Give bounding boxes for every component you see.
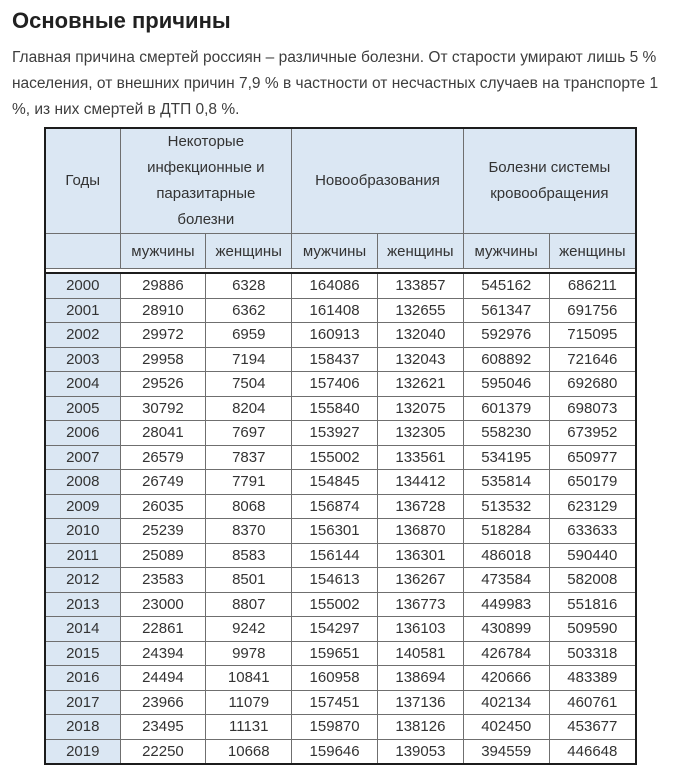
value-cell: 158437 xyxy=(292,347,378,372)
value-cell: 7697 xyxy=(206,421,292,446)
value-cell: 460761 xyxy=(549,690,635,715)
table-row xyxy=(46,543,635,568)
value-cell: 23000 xyxy=(120,592,206,617)
value-cell: 24394 xyxy=(120,641,206,666)
mortality-causes-table xyxy=(44,127,637,765)
value-cell: 157451 xyxy=(292,690,378,715)
value-cell: 513532 xyxy=(463,494,549,519)
page-title: Основные причины xyxy=(12,8,231,33)
value-cell: 7504 xyxy=(206,372,292,397)
sub-header-women: женщины xyxy=(549,234,635,269)
col-header-empty xyxy=(46,234,120,269)
value-cell: 503318 xyxy=(549,641,635,666)
value-cell: 154613 xyxy=(292,568,378,593)
year-cell: 2004 xyxy=(46,372,120,397)
table-row xyxy=(46,715,635,740)
value-cell: 132075 xyxy=(378,396,464,421)
value-cell: 10668 xyxy=(206,739,292,763)
value-cell: 582008 xyxy=(549,568,635,593)
value-cell: 426784 xyxy=(463,641,549,666)
year-cell: 2018 xyxy=(46,715,120,740)
value-cell: 29526 xyxy=(120,372,206,397)
year-cell: 2016 xyxy=(46,666,120,691)
value-cell: 29886 xyxy=(120,274,206,298)
table-row xyxy=(46,568,635,593)
table-row xyxy=(46,519,635,544)
sub-header-women: женщины xyxy=(206,234,292,269)
table-header xyxy=(46,129,635,269)
value-cell: 561347 xyxy=(463,298,549,323)
value-cell: 11131 xyxy=(206,715,292,740)
value-cell: 7194 xyxy=(206,347,292,372)
value-cell: 136773 xyxy=(378,592,464,617)
year-cell: 2017 xyxy=(46,690,120,715)
value-cell: 673952 xyxy=(549,421,635,446)
value-cell: 486018 xyxy=(463,543,549,568)
value-cell: 6362 xyxy=(206,298,292,323)
value-cell: 137136 xyxy=(378,690,464,715)
value-cell: 25089 xyxy=(120,543,206,568)
value-cell: 473584 xyxy=(463,568,549,593)
value-cell: 535814 xyxy=(463,470,549,495)
value-cell: 402134 xyxy=(463,690,549,715)
value-cell: 595046 xyxy=(463,372,549,397)
value-cell: 154845 xyxy=(292,470,378,495)
value-cell: 402450 xyxy=(463,715,549,740)
value-cell: 420666 xyxy=(463,666,549,691)
year-cell: 2014 xyxy=(46,617,120,642)
value-cell: 24494 xyxy=(120,666,206,691)
value-cell: 23495 xyxy=(120,715,206,740)
value-cell: 136301 xyxy=(378,543,464,568)
year-cell: 2001 xyxy=(46,298,120,323)
col-group-circulatory-diseases: Болезни системы кровообращения xyxy=(463,129,635,234)
year-cell: 2005 xyxy=(46,396,120,421)
value-cell: 601379 xyxy=(463,396,549,421)
value-cell: 154297 xyxy=(292,617,378,642)
year-cell: 2008 xyxy=(46,470,120,495)
value-cell: 8583 xyxy=(206,543,292,568)
value-cell: 545162 xyxy=(463,274,549,298)
value-cell: 136103 xyxy=(378,617,464,642)
value-cell: 430899 xyxy=(463,617,549,642)
value-cell: 132305 xyxy=(378,421,464,446)
value-cell: 692680 xyxy=(549,372,635,397)
value-cell: 394559 xyxy=(463,739,549,763)
value-cell: 449983 xyxy=(463,592,549,617)
value-cell: 483389 xyxy=(549,666,635,691)
value-cell: 132655 xyxy=(378,298,464,323)
table-row xyxy=(46,445,635,470)
table-row xyxy=(46,739,635,763)
value-cell: 509590 xyxy=(549,617,635,642)
value-cell: 155002 xyxy=(292,592,378,617)
value-cell: 7837 xyxy=(206,445,292,470)
value-cell: 133561 xyxy=(378,445,464,470)
value-cell: 558230 xyxy=(463,421,549,446)
value-cell: 153927 xyxy=(292,421,378,446)
year-cell: 2019 xyxy=(46,739,120,763)
value-cell: 132043 xyxy=(378,347,464,372)
value-cell: 23966 xyxy=(120,690,206,715)
table-row xyxy=(46,494,635,519)
table-row xyxy=(46,347,635,372)
value-cell: 28041 xyxy=(120,421,206,446)
value-cell: 8501 xyxy=(206,568,292,593)
value-cell: 140581 xyxy=(378,641,464,666)
value-cell: 132621 xyxy=(378,372,464,397)
header-group-row xyxy=(46,129,635,234)
value-cell: 650179 xyxy=(549,470,635,495)
value-cell: 25239 xyxy=(120,519,206,544)
value-cell: 8370 xyxy=(206,519,292,544)
sub-header-women: женщины xyxy=(377,234,463,269)
table-body xyxy=(46,274,635,763)
value-cell: 8807 xyxy=(206,592,292,617)
value-cell: 134412 xyxy=(378,470,464,495)
value-cell: 686211 xyxy=(549,274,635,298)
value-cell: 136728 xyxy=(378,494,464,519)
value-cell: 22250 xyxy=(120,739,206,763)
value-cell: 9242 xyxy=(206,617,292,642)
value-cell: 156874 xyxy=(292,494,378,519)
year-cell: 2002 xyxy=(46,323,120,348)
sub-header-men: мужчины xyxy=(463,234,549,269)
value-cell: 30792 xyxy=(120,396,206,421)
value-cell: 721646 xyxy=(549,347,635,372)
value-cell: 11079 xyxy=(206,690,292,715)
table-row xyxy=(46,323,635,348)
year-cell: 2009 xyxy=(46,494,120,519)
value-cell: 26035 xyxy=(120,494,206,519)
table-row xyxy=(46,641,635,666)
table-row xyxy=(46,396,635,421)
value-cell: 29958 xyxy=(120,347,206,372)
year-cell: 2013 xyxy=(46,592,120,617)
sub-header-men: мужчины xyxy=(120,234,206,269)
value-cell: 156144 xyxy=(292,543,378,568)
table-row xyxy=(46,617,635,642)
year-cell: 2011 xyxy=(46,543,120,568)
value-cell: 446648 xyxy=(549,739,635,763)
table-row xyxy=(46,666,635,691)
header-sub-row xyxy=(46,234,635,269)
value-cell: 157406 xyxy=(292,372,378,397)
value-cell: 6959 xyxy=(206,323,292,348)
table-row xyxy=(46,592,635,617)
value-cell: 633633 xyxy=(549,519,635,544)
table-body-table xyxy=(46,274,635,763)
table-row xyxy=(46,274,635,298)
intro-paragraph: Главная причина смертей россиян – различные болезни. От старости умирают лишь 5 % населения, от внешних причин 7,9 % в частности от несчастных случаев на транспорте 1 %, из них смертей в ДТП 0,8 %. xyxy=(12,49,659,118)
value-cell: 138126 xyxy=(378,715,464,740)
value-cell: 10841 xyxy=(206,666,292,691)
value-cell: 650977 xyxy=(549,445,635,470)
value-cell: 132040 xyxy=(378,323,464,348)
value-cell: 8204 xyxy=(206,396,292,421)
table-row xyxy=(46,690,635,715)
value-cell: 159646 xyxy=(292,739,378,763)
sub-header-men: мужчины xyxy=(292,234,378,269)
value-cell: 23583 xyxy=(120,568,206,593)
value-cell: 6328 xyxy=(206,274,292,298)
value-cell: 698073 xyxy=(549,396,635,421)
value-cell: 9978 xyxy=(206,641,292,666)
value-cell: 691756 xyxy=(549,298,635,323)
value-cell: 155002 xyxy=(292,445,378,470)
value-cell: 155840 xyxy=(292,396,378,421)
value-cell: 139053 xyxy=(378,739,464,763)
value-cell: 29972 xyxy=(120,323,206,348)
value-cell: 26579 xyxy=(120,445,206,470)
col-group-neoplasms: Новообразования xyxy=(292,129,464,234)
year-cell: 2000 xyxy=(46,274,120,298)
value-cell: 164086 xyxy=(292,274,378,298)
value-cell: 453677 xyxy=(549,715,635,740)
value-cell: 136870 xyxy=(378,519,464,544)
value-cell: 534195 xyxy=(463,445,549,470)
value-cell: 160958 xyxy=(292,666,378,691)
value-cell: 590440 xyxy=(549,543,635,568)
value-cell: 26749 xyxy=(120,470,206,495)
table-row xyxy=(46,372,635,397)
value-cell: 161408 xyxy=(292,298,378,323)
year-cell: 2006 xyxy=(46,421,120,446)
value-cell: 136267 xyxy=(378,568,464,593)
value-cell: 592976 xyxy=(463,323,549,348)
year-cell: 2003 xyxy=(46,347,120,372)
value-cell: 608892 xyxy=(463,347,549,372)
value-cell: 159870 xyxy=(292,715,378,740)
table-row xyxy=(46,470,635,495)
table-row xyxy=(46,421,635,446)
value-cell: 715095 xyxy=(549,323,635,348)
value-cell: 22861 xyxy=(120,617,206,642)
year-cell: 2010 xyxy=(46,519,120,544)
value-cell: 138694 xyxy=(378,666,464,691)
table-row xyxy=(46,298,635,323)
col-group-infectious-diseases: Некоторые инфекционные и паразитарные болезни xyxy=(120,129,292,234)
value-cell: 518284 xyxy=(463,519,549,544)
col-header-years: Годы xyxy=(46,129,120,234)
year-cell: 2007 xyxy=(46,445,120,470)
value-cell: 28910 xyxy=(120,298,206,323)
year-cell: 2015 xyxy=(46,641,120,666)
value-cell: 8068 xyxy=(206,494,292,519)
value-cell: 7791 xyxy=(206,470,292,495)
value-cell: 156301 xyxy=(292,519,378,544)
value-cell: 160913 xyxy=(292,323,378,348)
value-cell: 159651 xyxy=(292,641,378,666)
year-cell: 2012 xyxy=(46,568,120,593)
value-cell: 623129 xyxy=(549,494,635,519)
value-cell: 133857 xyxy=(378,274,464,298)
value-cell: 551816 xyxy=(549,592,635,617)
